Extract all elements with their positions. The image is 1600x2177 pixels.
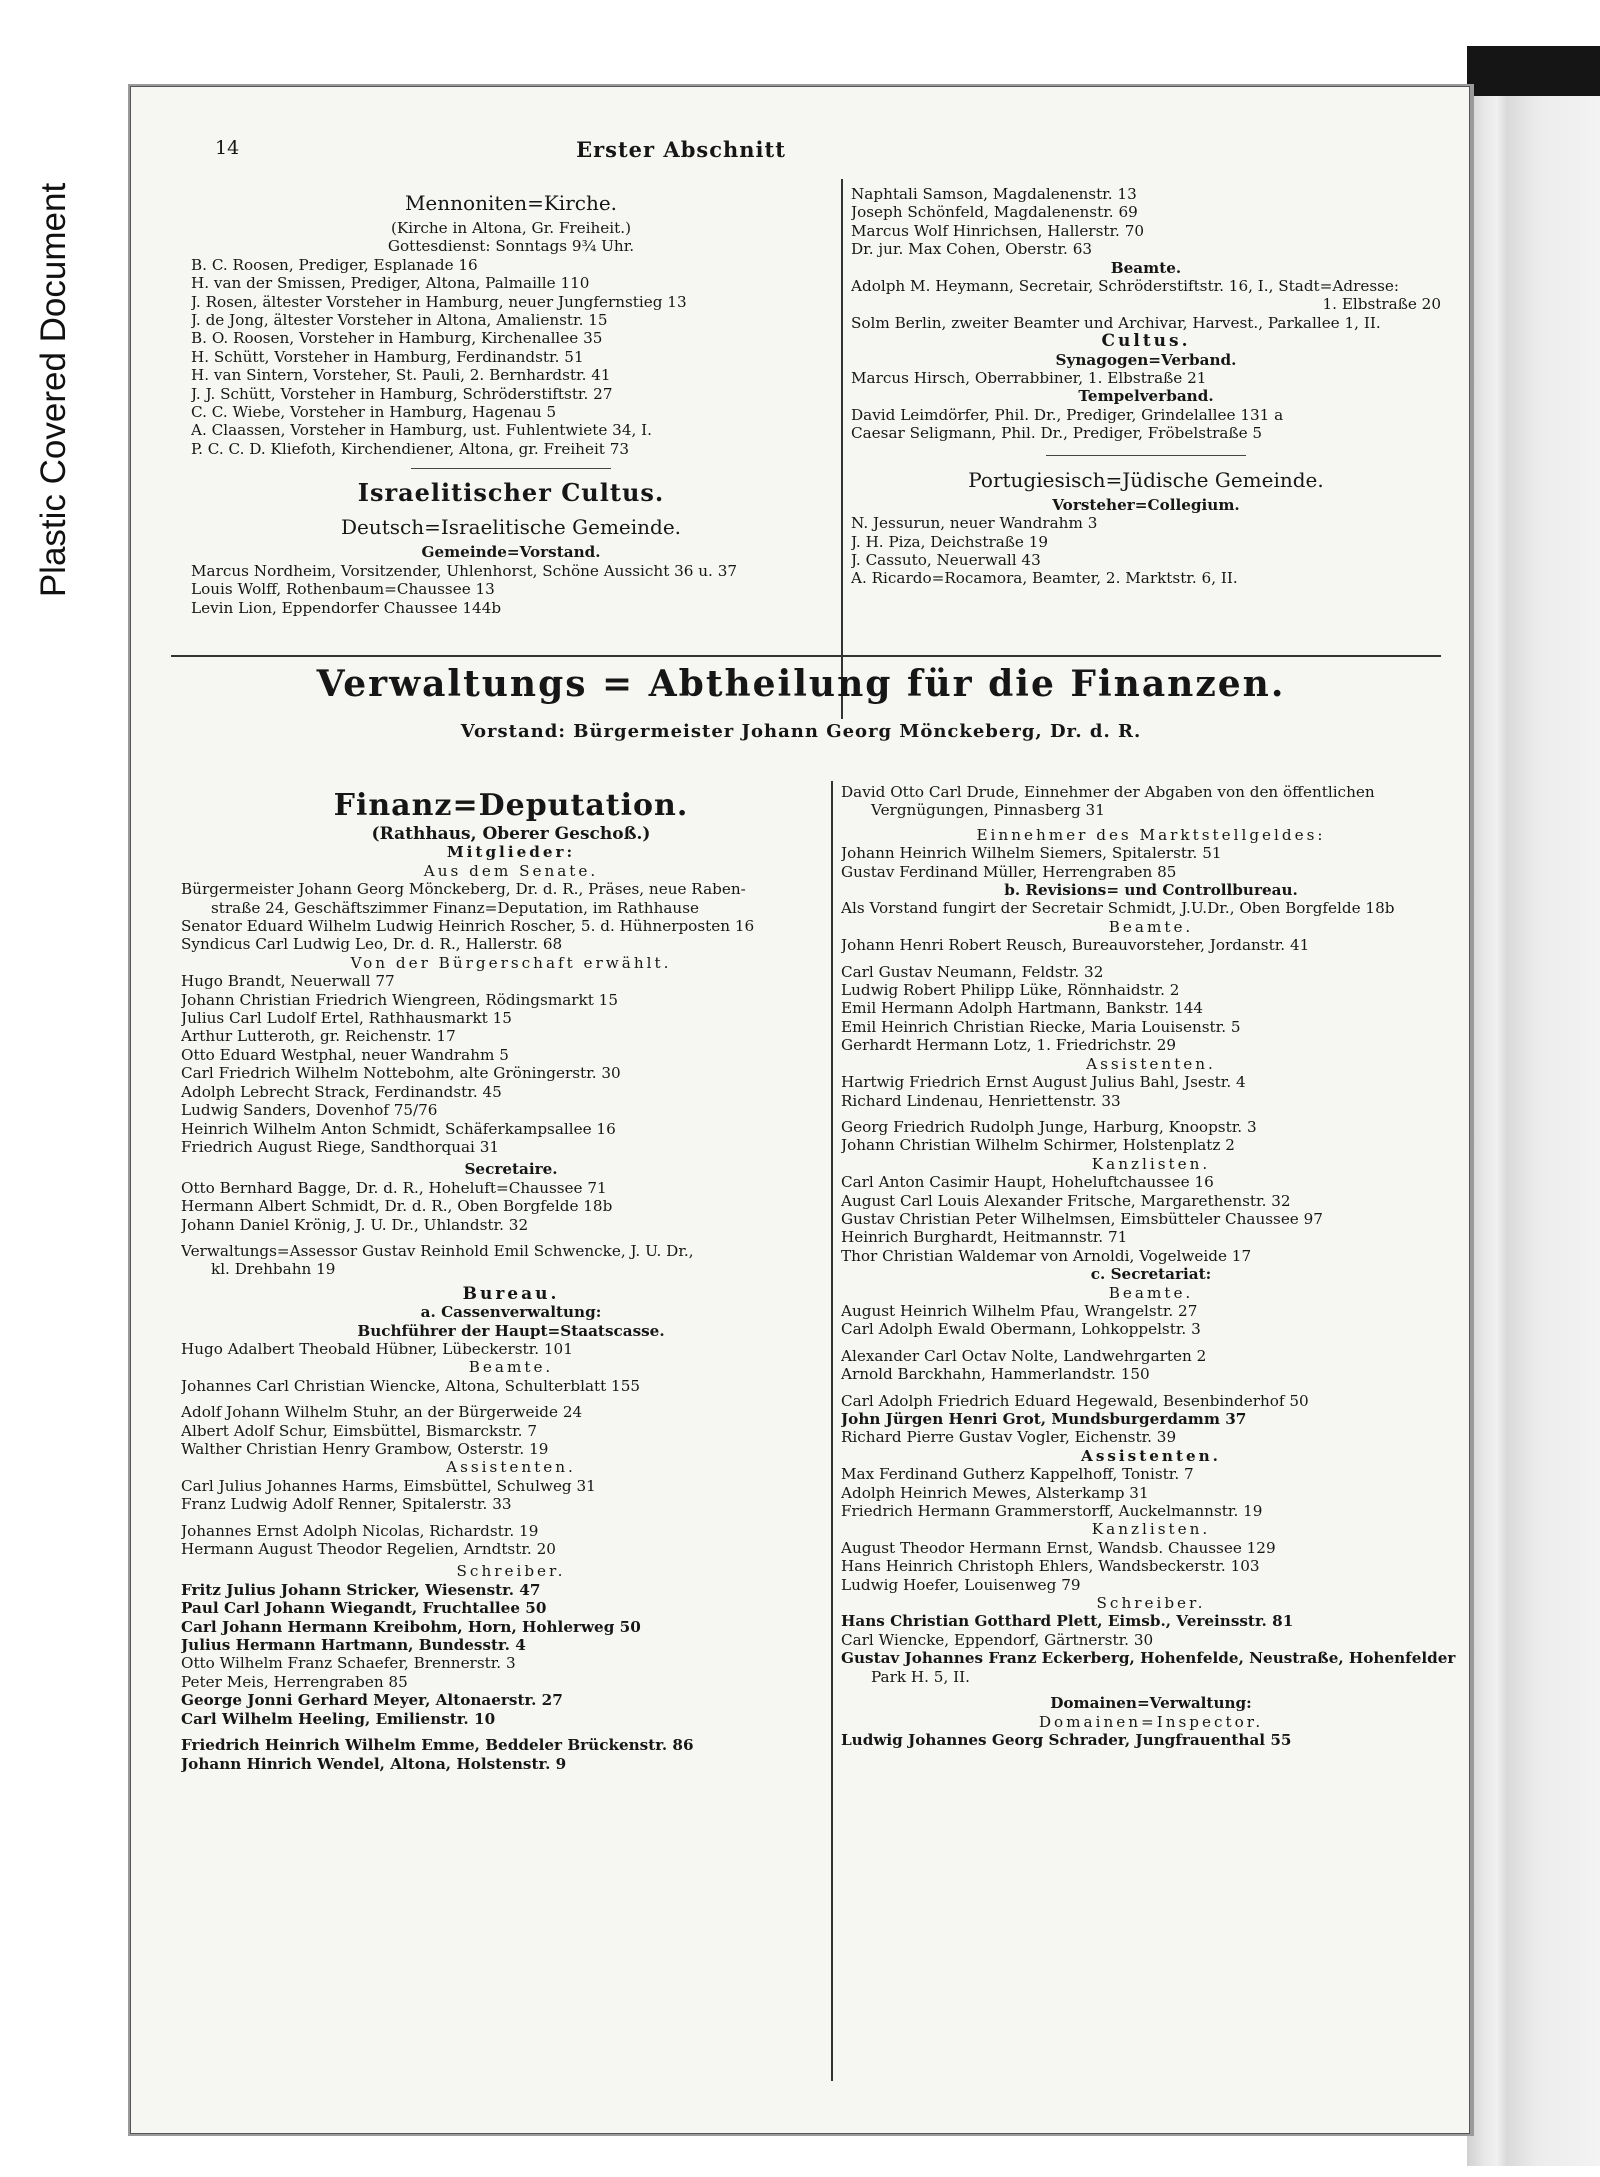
list-item: Adolf Johann Wilhelm Stuhr, an der Bürgerweide 24 bbox=[181, 1403, 583, 1422]
list-item: Gustav Ferdinand Müller, Herrengraben 85 bbox=[841, 862, 1177, 881]
list-item: H. van Sintern, Vorsteher, St. Pauli, 2. Bernhardstr. 41 bbox=[191, 366, 611, 385]
list-item: Otto Eduard Westphal, neuer Wandrahm 5 bbox=[181, 1045, 509, 1064]
list-item-continuation: 1. Elbstraße 20 bbox=[1322, 295, 1441, 314]
list-item: Naphtali Samson, Magdalenenstr. 13 bbox=[851, 185, 1137, 203]
list-item: Bürgermeister Johann Georg Mönckeberg, Dr. d. R., Präses, neue Raben- bbox=[181, 880, 746, 899]
secretariat-heading: c. Secretariat: bbox=[1090, 1265, 1212, 1284]
list-item-continuation: kl. Drehbahn 19 bbox=[211, 1260, 336, 1279]
side-stamp-label: Plastic Covered Document bbox=[34, 182, 73, 598]
domainen-inspector-heading: Domainen=Inspector. bbox=[1038, 1712, 1264, 1731]
list-item: Ludwig Sanders, Dovenhof 75/76 bbox=[181, 1101, 438, 1120]
list-item: Hans Christian Gotthard Plett, Eimsb., Vereinsstr. 81 bbox=[841, 1612, 1294, 1631]
list-item: Johann Daniel Krönig, J. U. Dr., Uhlandstr. 32 bbox=[181, 1215, 529, 1234]
list-item: Johann Heinrich Wilhelm Siemers, Spitalerstr. 51 bbox=[841, 844, 1222, 863]
list-item: Hans Heinrich Christoph Ehlers, Wandsbeckerstr. 103 bbox=[841, 1557, 1260, 1576]
aus-senate-heading: Aus dem Senate. bbox=[423, 861, 599, 880]
list-item: Levin Lion, Eppendorfer Chaussee 144b bbox=[191, 598, 502, 617]
list-item: Hartwig Friedrich Ernst August Julius Bahl, Jsestr. 4 bbox=[841, 1073, 1246, 1092]
list-item-continuation: Vergnügungen, Pinnasberg 31 bbox=[871, 801, 1105, 820]
cassenverwaltung-heading: a. Cassenverwaltung: bbox=[420, 1303, 602, 1322]
list-item: C. C. Wiebe, Vorsteher in Hamburg, Hagenau 5 bbox=[191, 403, 557, 422]
beamte-heading: Beamte. bbox=[1110, 258, 1182, 277]
kanzlisten-heading: Kanzlisten. bbox=[1091, 1154, 1211, 1173]
mitglieder-heading: Mitglieder: bbox=[446, 843, 576, 862]
buchfuehrer-heading: Buchführer der Haupt=Staatscasse. bbox=[357, 1321, 665, 1340]
assistenten-heading: Assistenten. bbox=[1086, 1054, 1216, 1073]
list-item: Carl Johann Hermann Kreibohm, Horn, Hohlerweg 50 bbox=[181, 1617, 641, 1636]
list-item: Johann Hinrich Wendel, Altona, Holstenstr. 9 bbox=[181, 1754, 567, 1773]
list-item: Arnold Barckhahn, Hammerlandstr. 150 bbox=[841, 1365, 1150, 1384]
assistenten-heading: Assistenten. bbox=[1081, 1446, 1221, 1465]
list-item: David Leimdörfer, Phil. Dr., Prediger, Grindelallee 131 a bbox=[851, 405, 1284, 424]
schreiber-heading: Schreiber. bbox=[1096, 1594, 1206, 1613]
section-divider bbox=[411, 468, 611, 469]
list-item: Heinrich Burghardt, Heitmannstr. 71 bbox=[841, 1228, 1128, 1247]
list-item: Dr. jur. Max Cohen, Oberstr. 63 bbox=[851, 240, 1093, 259]
finanz-deputation-sub: (Rathhaus, Oberer Geschoß.) bbox=[371, 824, 651, 844]
running-head: Erster Abschnitt bbox=[576, 137, 786, 162]
list-item: Walther Christian Henry Grambow, Osterstr. 19 bbox=[181, 1440, 549, 1458]
synagogen-heading: Synagogen=Verband. bbox=[1055, 350, 1237, 369]
list-item: Gustav Christian Peter Wilhelmsen, Eimsbütteler Chaussee 97 bbox=[841, 1209, 1323, 1228]
cultus-heading: Cultus. bbox=[1101, 331, 1191, 352]
list-item: Carl Friedrich Wilhelm Nottebohm, alte Gröningerstr. 30 bbox=[181, 1064, 621, 1083]
list-item: A. Ricardo=Rocamora, Beamter, 2. Marktstr. 6, II. bbox=[851, 569, 1238, 588]
kanzlisten-heading: Kanzlisten. bbox=[1091, 1520, 1211, 1539]
list-item: Syndicus Carl Ludwig Leo, Dr. d. R., Hallerstr. 68 bbox=[181, 935, 563, 954]
bottom-right-column bbox=[841, 783, 1461, 1749]
beamte-heading: Beamte. bbox=[1108, 1283, 1194, 1302]
list-item: Gustav Johannes Franz Eckerberg, Hohenfelde, Neustraße, Hohenfelder bbox=[841, 1649, 1456, 1668]
revisionsbureau-heading: b. Revisions= und Controllbureau. bbox=[1004, 881, 1298, 900]
israelitischer-cultus-title: Israelitischer Cultus. bbox=[357, 478, 665, 508]
list-item: Johannes Ernst Adolph Nicolas, Richardstr. 19 bbox=[181, 1521, 539, 1540]
list-item: B. C. Roosen, Prediger, Esplanade 16 bbox=[191, 255, 478, 274]
einnehmer-heading: Einnehmer des Marktstellgeldes: bbox=[976, 825, 1326, 844]
list-item: Emil Heinrich Christian Riecke, Maria Louisenstr. 5 bbox=[841, 1017, 1241, 1036]
list-item: Heinrich Wilhelm Anton Schmidt, Schäferkampsallee 16 bbox=[181, 1119, 616, 1138]
list-item: N. Jessurun, neuer Wandrahm 3 bbox=[851, 514, 1098, 533]
mennoniten-sub1: (Kirche in Altona, Gr. Freiheit.) bbox=[390, 219, 632, 237]
binding-shadow bbox=[1467, 46, 1600, 2166]
mennoniten-title: Mennoniten=Kirche. bbox=[404, 191, 618, 215]
finanz-deputation-title: Finanz=Deputation. bbox=[333, 788, 689, 823]
list-item: Carl Wilhelm Heeling, Emilienstr. 10 bbox=[181, 1709, 496, 1728]
list-item: Marcus Hirsch, Oberrabbiner, 1. Elbstraße 21 bbox=[851, 369, 1207, 388]
list-item: J. J. Schütt, Vorsteher in Hamburg, Schröderstiftstr. 27 bbox=[191, 384, 613, 403]
list-item: J. de Jong, ältester Vorsteher in Altona, Amalienstr. 15 bbox=[191, 311, 608, 330]
list-item: August Theodor Hermann Ernst, Wandsb. Chaussee 129 bbox=[841, 1538, 1276, 1557]
list-item: Marcus Wolf Hinrichsen, Hallerstr. 70 bbox=[851, 221, 1145, 240]
list-item: H. van der Smissen, Prediger, Altona, Palmaille 110 bbox=[191, 274, 590, 293]
list-item: Senator Eduard Wilhelm Ludwig Heinrich Roscher, 5. d. Hühnerposten 16 bbox=[181, 917, 755, 936]
deutsch-israelitische-title: Deutsch=Israelitische Gemeinde. bbox=[340, 515, 682, 540]
buergerschaft-heading: Von der Bürgerschaft erwählt. bbox=[350, 953, 672, 972]
bottom-left-column bbox=[181, 787, 841, 1773]
list-item: Verwaltungs=Assessor Gustav Reinhold Emil Schwencke, J. U. Dr., bbox=[181, 1241, 694, 1260]
list-item: Hermann August Theodor Regelien, Arndtstr. 20 bbox=[181, 1540, 556, 1559]
list-item: J. Cassuto, Neuerwall 43 bbox=[851, 550, 1041, 569]
list-item: August Heinrich Wilhelm Pfau, Wrangelstr. 27 bbox=[841, 1301, 1198, 1320]
list-item: Als Vorstand fungirt der Secretair Schmidt, J.U.Dr., Oben Borgfelde 18b bbox=[841, 899, 1395, 918]
list-item: Julius Carl Ludolf Ertel, Rathhausmarkt 15 bbox=[181, 1009, 512, 1028]
mennoniten-sub2: Gottesdienst: Sonntags 9¾ Uhr. bbox=[387, 237, 635, 256]
list-item: Paul Carl Johann Wiegandt, Fruchtallee 50 bbox=[181, 1599, 547, 1618]
scan-edge bbox=[1467, 46, 1600, 96]
list-item: Carl Julius Johannes Harms, Eimsbüttel, Schulweg 31 bbox=[181, 1476, 596, 1495]
list-item: Adolph Lebrecht Strack, Ferdinandstr. 45 bbox=[181, 1082, 502, 1101]
list-item: Max Ferdinand Gutherz Kappelhoff, Tonistr. 7 bbox=[841, 1465, 1194, 1484]
column-divider-bottom bbox=[831, 781, 833, 2081]
list-item: Richard Pierre Gustav Vogler, Eichenstr. 39 bbox=[841, 1428, 1177, 1447]
list-item: Albert Adolf Schur, Eimsbüttel, Bismarckstr. 7 bbox=[181, 1421, 537, 1440]
list-item: Caesar Seligmann, Phil. Dr., Prediger, Fröbelstraße 5 bbox=[851, 424, 1263, 443]
document-page bbox=[130, 86, 1470, 2134]
list-item: Solm Berlin, zweiter Beamter und Archivar, Harvest., Parkallee 1, II. bbox=[851, 313, 1381, 332]
list-item: Otto Wilhelm Franz Schaefer, Brennerstr. 3 bbox=[181, 1654, 516, 1673]
list-item: Franz Ludwig Adolf Renner, Spitalerstr. 33 bbox=[181, 1495, 512, 1514]
list-item: Ludwig Robert Philipp Lüke, Rönnhaidstr. 2 bbox=[841, 981, 1180, 1000]
top-right-column bbox=[851, 167, 1441, 588]
list-item-continuation: straße 24, Geschäftszimmer Finanz=Deputation, im Rathhause bbox=[211, 898, 699, 917]
list-item: Johann Christian Friedrich Wiengreen, Rödingsmarkt 15 bbox=[181, 990, 618, 1009]
list-item: Peter Meis, Herrengraben 85 bbox=[181, 1672, 408, 1691]
list-item: P. C. C. D. Kliefoth, Kirchendiener, Altona, gr. Freiheit 73 bbox=[191, 439, 630, 458]
list-item: Marcus Nordheim, Vorsitzender, Uhlenhorst, Schöne Aussicht 36 u. 37 bbox=[191, 561, 738, 580]
beamte-heading: Beamte. bbox=[468, 1358, 554, 1377]
list-item: Johannes Carl Christian Wiencke, Altona, Schulterblatt 155 bbox=[181, 1376, 641, 1395]
section-divider bbox=[1046, 455, 1246, 456]
list-item: Adolph Heinrich Mewes, Alsterkamp 31 bbox=[841, 1483, 1149, 1502]
list-item: John Jürgen Henri Grot, Mundsburgerdamm 37 bbox=[841, 1410, 1247, 1428]
bureau-heading: Bureau. bbox=[462, 1283, 560, 1304]
beamte-heading: Beamte. bbox=[1108, 917, 1194, 936]
list-item: Carl Wiencke, Eppendorf, Gärtnerstr. 30 bbox=[841, 1630, 1154, 1649]
list-item: Gerhardt Hermann Lotz, 1. Friedrichstr. 29 bbox=[841, 1036, 1177, 1055]
list-item: Thor Christian Waldemar von Arnoldi, Vogelweide 17 bbox=[841, 1246, 1252, 1265]
list-item: Julius Hermann Hartmann, Bundesstr. 4 bbox=[181, 1636, 526, 1655]
list-item: Louis Wolff, Rothenbaum=Chaussee 13 bbox=[191, 580, 495, 599]
list-item: Otto Bernhard Bagge, Dr. d. R., Hoheluft=Chaussee 71 bbox=[181, 1178, 607, 1197]
list-item: Friedrich Hermann Grammerstorff, Auckelmannstr. 19 bbox=[841, 1502, 1263, 1521]
list-item: George Jonni Gerhard Meyer, Altonaerstr. 27 bbox=[181, 1691, 563, 1710]
list-item: Alexander Carl Octav Nolte, Landwehrgarten 2 bbox=[841, 1346, 1207, 1365]
assistenten-heading: Assistenten. bbox=[446, 1458, 576, 1477]
list-item: August Carl Louis Alexander Fritsche, Margarethenstr. 32 bbox=[841, 1191, 1291, 1210]
list-item: Carl Gustav Neumann, Feldstr. 32 bbox=[841, 962, 1104, 981]
section-rule bbox=[171, 655, 1441, 657]
list-item: A. Claassen, Vorsteher in Hamburg, ust. Fuhlentwiete 34, I. bbox=[191, 421, 652, 440]
list-item: J. H. Piza, Deichstraße 19 bbox=[851, 532, 1049, 551]
list-item: Arthur Lutteroth, gr. Reichenstr. 17 bbox=[181, 1027, 456, 1046]
list-item: Hugo Adalbert Theobald Hübner, Lübeckerstr. 101 bbox=[181, 1339, 573, 1358]
list-item: Emil Hermann Adolph Hartmann, Bankstr. 144 bbox=[841, 999, 1204, 1018]
list-item: Johann Henri Robert Reusch, Bureauvorsteher, Jordanstr. 41 bbox=[841, 936, 1310, 955]
list-item: Joseph Schönfeld, Magdalenenstr. 69 bbox=[851, 203, 1138, 222]
list-item: Fritz Julius Johann Stricker, Wiesenstr. 47 bbox=[181, 1580, 541, 1599]
column-divider-top bbox=[841, 179, 843, 719]
list-item: Carl Adolph Ewald Obermann, Lohkoppelstr. 3 bbox=[841, 1320, 1201, 1339]
list-item: Georg Friedrich Rudolph Junge, Harburg, Knoopstr. 3 bbox=[841, 1117, 1257, 1136]
list-item: Carl Anton Casimir Haupt, Hoheluftchaussee 16 bbox=[841, 1173, 1214, 1192]
list-item: J. Rosen, ältester Vorsteher in Hamburg, neuer Jungfernstieg 13 bbox=[191, 292, 687, 311]
main-section-title: Verwaltungs = Abtheilung für die Finanzen. bbox=[316, 663, 1286, 705]
list-item: Johann Christian Wilhelm Schirmer, Holstenplatz 2 bbox=[841, 1136, 1235, 1155]
list-item: Hugo Brandt, Neuerwall 77 bbox=[181, 972, 395, 991]
main-section-subtitle: Vorstand: Bürgermeister Johann Georg Mönckeberg, Dr. d. R. bbox=[460, 721, 1142, 742]
portugiesisch-title: Portugiesisch=Jüdische Gemeinde. bbox=[968, 467, 1324, 492]
tempelverband-heading: Tempelverband. bbox=[1078, 387, 1214, 406]
list-item: Friedrich Heinrich Wilhelm Emme, Beddeler Brückenstr. 86 bbox=[181, 1736, 694, 1755]
list-item: B. O. Roosen, Vorsteher in Hamburg, Kirchenallee 35 bbox=[191, 329, 603, 348]
page-number: 14 bbox=[215, 137, 240, 159]
top-left-column bbox=[191, 167, 831, 617]
list-item: David Otto Carl Drude, Einnehmer der Abgaben von den öffentlichen bbox=[841, 783, 1375, 801]
schreiber-heading: Schreiber. bbox=[456, 1562, 566, 1581]
list-item: H. Schütt, Vorsteher in Hamburg, Ferdinandstr. 51 bbox=[191, 347, 584, 366]
gemeinde-vorstand-heading: Gemeinde=Vorstand. bbox=[421, 543, 601, 562]
list-item-continuation: Park H. 5, II. bbox=[871, 1667, 970, 1686]
list-item: Friedrich August Riege, Sandthorquai 31 bbox=[181, 1137, 500, 1156]
list-item: Carl Adolph Friedrich Eduard Hegewald, Besenbinderhof 50 bbox=[841, 1391, 1309, 1410]
list-item: Richard Lindenau, Henriettenstr. 33 bbox=[841, 1091, 1121, 1110]
domainen-heading: Domainen=Verwaltung: bbox=[1050, 1694, 1252, 1713]
list-item: Adolph M. Heymann, Secretair, Schröderstiftstr. 16, I., Stadt=Adresse: bbox=[851, 277, 1400, 296]
list-item: Ludwig Hoefer, Louisenweg 79 bbox=[841, 1575, 1081, 1594]
vorsteher-collegium-heading: Vorsteher=Collegium. bbox=[1052, 495, 1240, 514]
secretaire-heading: Secretaire. bbox=[464, 1160, 558, 1179]
list-item: Ludwig Johannes Georg Schrader, Jungfrauenthal 55 bbox=[841, 1730, 1292, 1749]
list-item: Hermann Albert Schmidt, Dr. d. R., Oben Borgfelde 18b bbox=[181, 1197, 613, 1216]
mennoniten-list bbox=[191, 256, 831, 458]
